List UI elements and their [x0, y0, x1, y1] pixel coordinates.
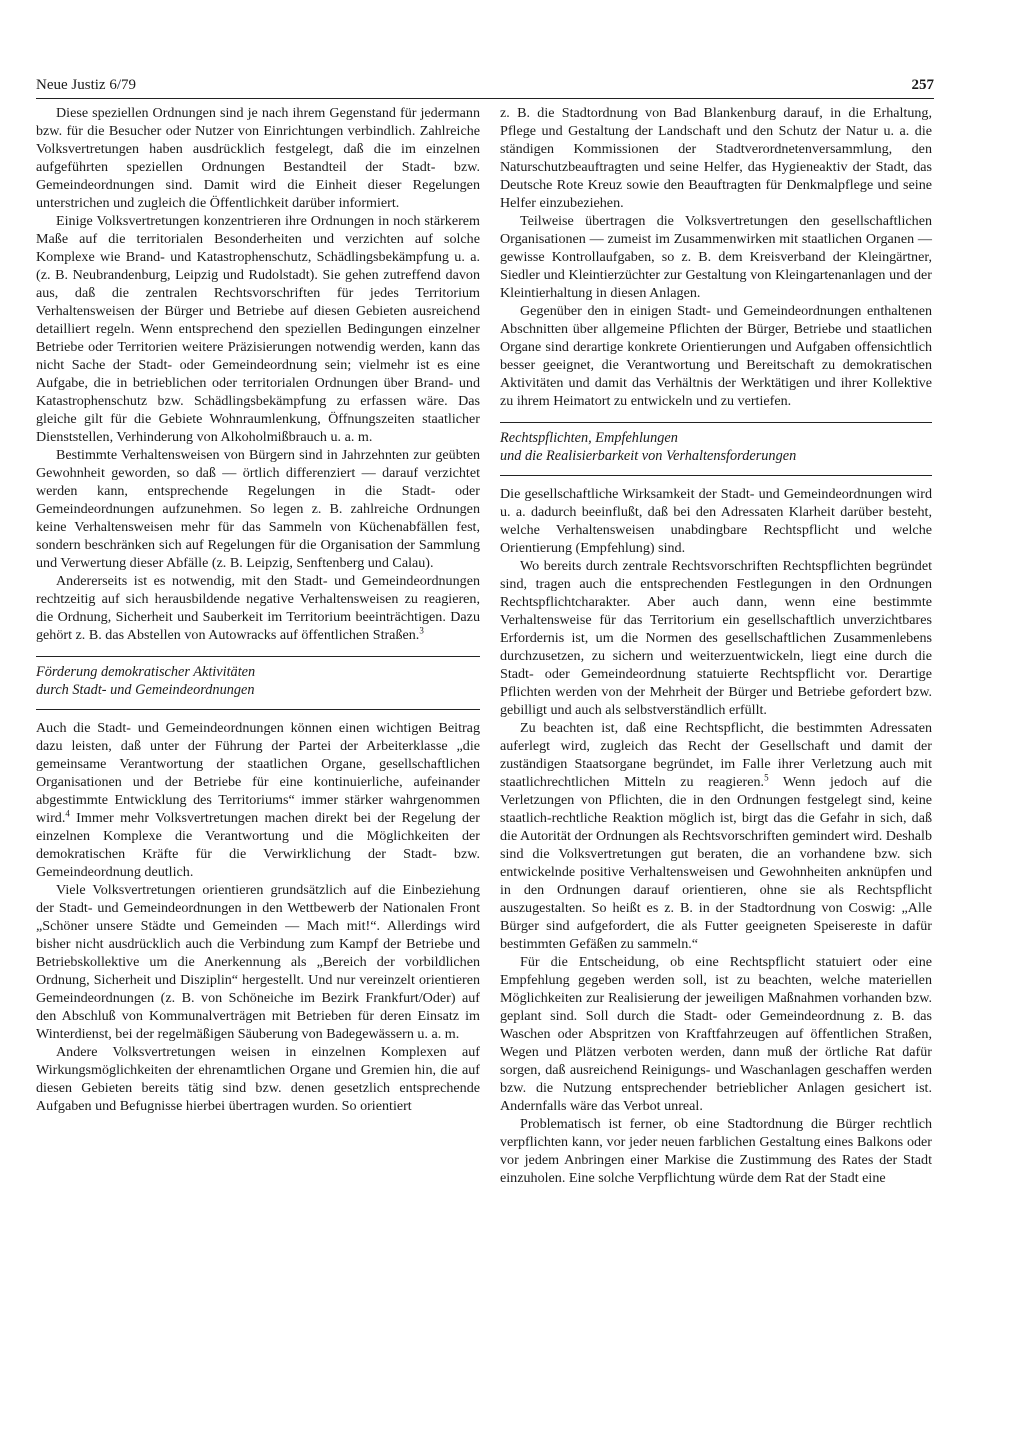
- paragraph: Für die Entscheidung, ob eine Rechtspflicht statuiert oder eine Empfehlung gegeben werden soll, ist zu beachten, welche materiellen Möglichkeiten zur Realisierung der jeweiligen Maßnahmen vorhanden bzw. geplant sind. Soll durch die Stadt- oder Gemeindeordnung z. B. das Waschen oder Abspritzen von Kraftfahrzeugen auf öffentlichen Straßen, Wegen und Plätzen verboten werden, dann muß der örtliche Rat dafür sorgen, daß ausreichend Reinigungs- und Waschanlagen geschaffen werden bzw. die Nutzung entsprechender betrieblicher Anlagen gesichert ist. Andernfalls wäre das Verbot unreal.: [500, 954, 932, 1114]
- section-heading: [500, 422, 932, 476]
- footnote-ref: 4: [65, 808, 70, 819]
- paragraph-text: Andererseits ist es notwendig, mit den Stadt- und Gemeindeordnungen rechtzeitig auf sich herausbildende negative Verhaltensweisen zu reagieren, die Ordnung, Sicherheit und Sauberkeit im Territorium beeinträchtigen. Dazu gehört z. B. das Abstellen von Autowracks auf öffentlichen Straßen.: [36, 573, 480, 643]
- page-header: [36, 76, 934, 99]
- footnote-ref: 5: [764, 772, 769, 783]
- paragraph: [36, 719, 480, 881]
- section-heading-line: Rechtspflichten, Empfehlungen: [500, 430, 678, 446]
- paragraph: Wo bereits durch zentrale Rechtsvorschriften Rechtspflichten begründet sind, tragen auch die entsprechenden Festlegungen in den Ordnungen Rechtspflichtcharakter. Aber auch dann, wenn eine bestimmte Verhaltensweise für das Territorium ein gesellschaftlich unverzichtbares Erfordernis ist, um die Normen des gesellschaftlichen Zusammenlebens durchzusetzen, zu sichern und weiterzuentwickeln, liegt eine durch die Stadt- oder Gemeindeordnung statuierte Rechtspflicht vor. Derartige Pflichten werden von der Mehrheit der Bürger und Betriebe gefordert bzw. gebilligt und auch als selbstverständlich erfüllt.: [500, 558, 932, 718]
- right-column: [500, 104, 932, 1187]
- paragraph: Diese speziellen Ordnungen sind je nach ihrem Gegenstand für jedermann bzw. für die Besucher oder Nutzer von Einrichtungen verbindlich. Zahlreiche Volksvertretungen haben ausdrücklich festgelegt, daß die im einzelnen aufgeführten speziellen Ordnungen Bestandteil der Stadt- bzw. Gemeindeordnungen sind. Damit wird die Einheit dieser Regelungen unterstrichen und zugleich die Öffentlichkeit darüber informiert.: [36, 105, 480, 211]
- paragraph: z. B. die Stadtordnung von Bad Blankenburg darauf, in die Erhaltung, Pflege und Gestaltung der Landschaft und den Schutz der Natur u. a. die ständigen Kommissionen der Stadtverordnetenversammlung, den Naturschutzbeauftragten und seine Helfer, das Hygieneaktiv der Stadt, das Deutsche Rote Kreuz sowie den Beauftragten für Denkmalpflege und seine Helfer einzubeziehen.: [500, 105, 932, 211]
- paragraph: Andere Volksvertretungen weisen in einzelnen Komplexen auf Wirkungsmöglichkeiten der ehrenamtlichen Organe und Gremien hin, die auf diesen Gebieten bereits tätig sind bzw. denen gesetzlich entsprechende Aufgaben und Befugnisse hierbei übertragen wurden. So orientiert: [36, 1044, 480, 1114]
- section-heading: [36, 656, 480, 710]
- section-heading-line: Förderung demokratischer Aktivitäten: [36, 664, 256, 680]
- page-number: 257: [911, 77, 934, 93]
- left-column: [36, 104, 480, 1115]
- paragraph: Die gesellschaftliche Wirksamkeit der Stadt- und Gemeindeordnungen wird u. a. dadurch beeinflußt, daß bei den Adressaten Klarheit darüber besteht, welche Verhaltensweisen unabdingbare Rechtspflicht und welche Orientierung (Empfehlung) sind.: [500, 486, 932, 556]
- paragraph: Viele Volksvertretungen orientieren grundsätzlich auf die Einbeziehung der Stadt- und Gemeindeordnungen in den Wettbewerb der Nationalen Front „Schöner unsere Städte und Gemeinden — Mach mit!“. Allerdings wird bisher nicht ausdrücklich auch die Verbindung zum Kampf der Betriebe und Betriebskollektive um die Anerkennung als „Bereich der vorbildlichen Ordnung, Sicherheit und Disziplin“ hergestellt. Und nur vereinzelt orientieren Gemeindeordnungen (z. B. von Schöneiche im Bezirk Frankfurt/Oder) auf den Abschluß von Kommunalverträgen mit Betrieben für deren Einsatz im Winterdienst, bei der regelmäßigen Säuberung von Badegewässern u. a. m.: [36, 882, 480, 1042]
- paragraph: [36, 572, 480, 644]
- paragraph-text: Zu beachten ist, daß eine Rechtspflicht, die bestimmten Adressaten auferlegt wird, zugleich das Recht der Gesellschaft und damit der zuständigen Staatsorgane begründet, im Falle ihrer Verletzung auch mit staatlichrechtlichen Mitteln zu reagieren.: [500, 720, 932, 790]
- journal-issue: Neue Justiz 6/79: [36, 77, 136, 93]
- paragraph-text: Auch die Stadt- und Gemeindeordnungen können einen wichtigen Beitrag dazu leisten, daß unter der Führung der Partei der Arbeiterklasse „die gemeinsame Verantwortung der staatlichen Organe, gesellschaftlichen Organisationen und der Betriebe für eine kontinuierliche, aufeinander abgestimmte Entwicklung des Territoriums“ immer stärker wahrgenommen wird.: [36, 720, 480, 826]
- paragraph: Einige Volksvertretungen konzentrieren ihre Ordnungen in noch stärkerem Maße auf die territorialen Besonderheiten und verzichten auf solche Komplexe wie Brand- und Katastrophenschutz, Schädlingsbekämpfung u. a. (z. B. Neubrandenburg, Leipzig und Rudolstadt). Sie gehen zutreffend davon aus, daß die zentralen Rechtsvorschriften für jedes Territorium Verhaltensweisen der Bürger und Betriebe auf diesen Gebieten ausreichend detailliert regeln. Wenn entsprechend den speziellen Bedingungen einzelner Betriebe oder Territorien weitere Präzisierungen notwendig werden, kann das nicht Sache der Stadt- oder Gemeindeordnung sein; vielmehr ist es eine Aufgabe, die in betrieblichen oder territorialen Ordnungen über Brand- und Katastrophenschutz bzw. Schädlingsbekämpfung zu erfassen wäre. Das gleiche gilt für die Gebiete Wohnraumlenkung, Öffnungszeiten staatlicher Dienststellen, Verhinderung von Alkoholmißbrauch u. a. m.: [36, 213, 480, 445]
- paragraph-text: Immer mehr Volksvertretungen machen direkt bei der Regelung der einzelnen Komplexe die Verantwortung und die Möglichkeiten der demokratischen Kräfte für die Verwirklichung der Stadt- bzw. Gemeindeordnung deutlich.: [36, 810, 480, 880]
- paragraph-text: Wenn jedoch auf die Verletzungen von Pflichten, die in den Ordnungen festgelegt sind, keine staatlich-rechtliche Reaktion möglich ist, birgt das die Gefahr in sich, daß die Autorität der Ordnungen als Rechtsvorschriften gemindert wird. Deshalb sind die Volksvertretungen gut beraten, die an vorhandene bzw. sich entwickelnde positive Verhaltensweisen und Gewohnheiten anknüpfen und in den Ordnungen darauf orientieren, ohne sie als Rechtspflicht auszugestalten. So heißt es z. B. in der Stadtordnung von Coswig: „Alle Bürger sind aufgefordert, die als Futter geeigneten Speisereste in dafür bestimmten Gefäßen zu sammeln.“: [500, 774, 932, 952]
- paragraph: Gegenüber den in einigen Stadt- und Gemeindeordnungen enthaltenen Abschnitten über allgemeine Pflichten der Bürger, Betriebe und staatlichen Organe sind derartige konkrete Orientierungen und Aufgaben offensichtlich besser geeignet, die Verantwortung und Bereitschaft zu demokratischen Aktivitäten und damit das Verhältnis der Werktätigen und ihrer Kollektive zu ihrem Heimatort zu entwickeln und zu vertiefen.: [500, 303, 932, 409]
- section-heading-line: durch Stadt- und Gemeindeordnungen: [36, 682, 255, 698]
- paragraph: [500, 719, 932, 953]
- paragraph: Problematisch ist ferner, ob eine Stadtordnung die Bürger rechtlich verpflichten kann, vor jeder neuen farblichen Gestaltung eines Balkons oder vor jedem Anbringen einer Markise die Zustimmung des Rates der Stadt einzuholen. Eine solche Verpflichtung würde dem Rat der Stadt eine: [500, 1116, 932, 1186]
- paragraph: Bestimmte Verhaltensweisen von Bürgern sind in Jahrzehnten zur geübten Gewohnheit geworden, so daß — örtlich differenziert — darauf verzichtet werden kann, entsprechende Regelungen in die Stadt- oder Gemeindeordnungen aufzunehmen. So legen z. B. zahlreiche Ordnungen keine Verhaltensweisen mehr für das Sammeln von Küchenabfällen fest, sondern beschränken sich auf Regelungen für die Organisation der Sammlung und Verwertung dieser Abfälle (z. B. Leipzig, Senftenberg und Calau).: [36, 447, 480, 571]
- footnote-ref: 3: [419, 625, 424, 636]
- section-heading-line: und die Realisierbarkeit von Verhaltensforderungen: [500, 448, 797, 464]
- paragraph: Teilweise übertragen die Volksvertretungen den gesellschaftlichen Organisationen — zumeist im Zusammenwirken mit staatlichen Organen — gewisse Kontrollaufgaben, so z. B. dem Kreisverband der Kleingärtner, Siedler und Kleintierzüchter zur Gestaltung von Kleingartenanlagen und der Kleintierhaltung in diesen Anlagen.: [500, 213, 932, 301]
